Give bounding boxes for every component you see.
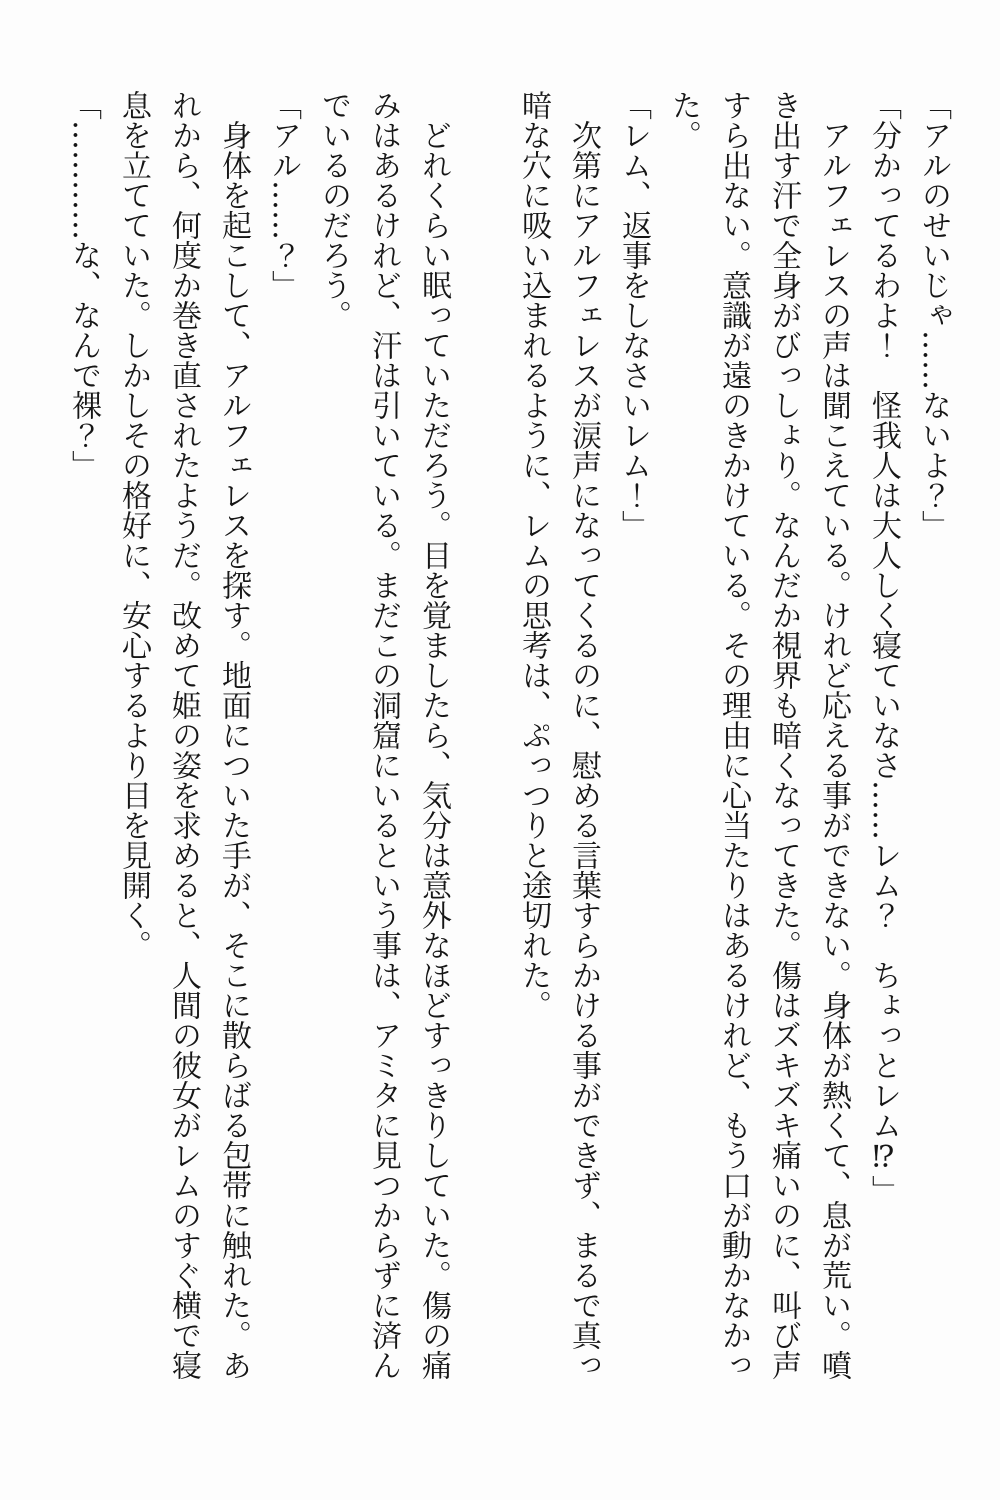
dialogue-line: 「アル……？」 [266,90,301,300]
dialogue-line: 「分かってるわよ！ 怪我人は大人しく寝ていなさ……レム？ ちょっとレム⁉」 [866,90,901,1205]
dialogue-line: 「レム、返事をしなさいレム！」 [616,90,651,540]
dialogue-line: 「アルのせいじゃ……ないよ？」 [916,90,951,540]
vertical-text-block [58,90,958,1382]
section-break [458,90,508,1382]
narration-paragraph: 次第にアルフェレスが涙声になってくるのに、慰める言葉すらかける事ができず、まるで真っ暗な穴に吸い込まれるように、レムの思考は、ぷっつりと途切れた。 [516,90,601,1380]
narration-paragraph: アルフェレスの声は聞こえている。けれど応える事ができない。身体が熱くて、息が荒い。噴き出す汗で全身がびっしょり。なんだか視界も暗くなってきた。傷はズキズキ痛いのに、叫び声すら出ない。意識が遠のきかけている。その理由に心当たりはあるけれど、もう口が動かなかった。 [666,90,851,1380]
narration-paragraph: 身体を起こして、アルフェレスを探す。地面についた手が、そこに散らばる包帯に触れた。あれから、何度か巻き直されたようだ。改めて姫の姿を求めると、人間の彼女がレムのすぐ横で寝息を立てていた。しかしその格好に、安心するより目を見開く。 [116,90,251,1380]
narration-paragraph: どれくらい眠っていただろう。目を覚ましたら、気分は意外なほどすっきりしていた。傷の痛みはあるけれど、汗は引いている。まだこの洞窟にいるという事は、アミタに見つからずに済んでいるのだろう。 [316,90,451,1380]
dialogue-line: 「…………な、なんで裸？」 [66,90,101,480]
